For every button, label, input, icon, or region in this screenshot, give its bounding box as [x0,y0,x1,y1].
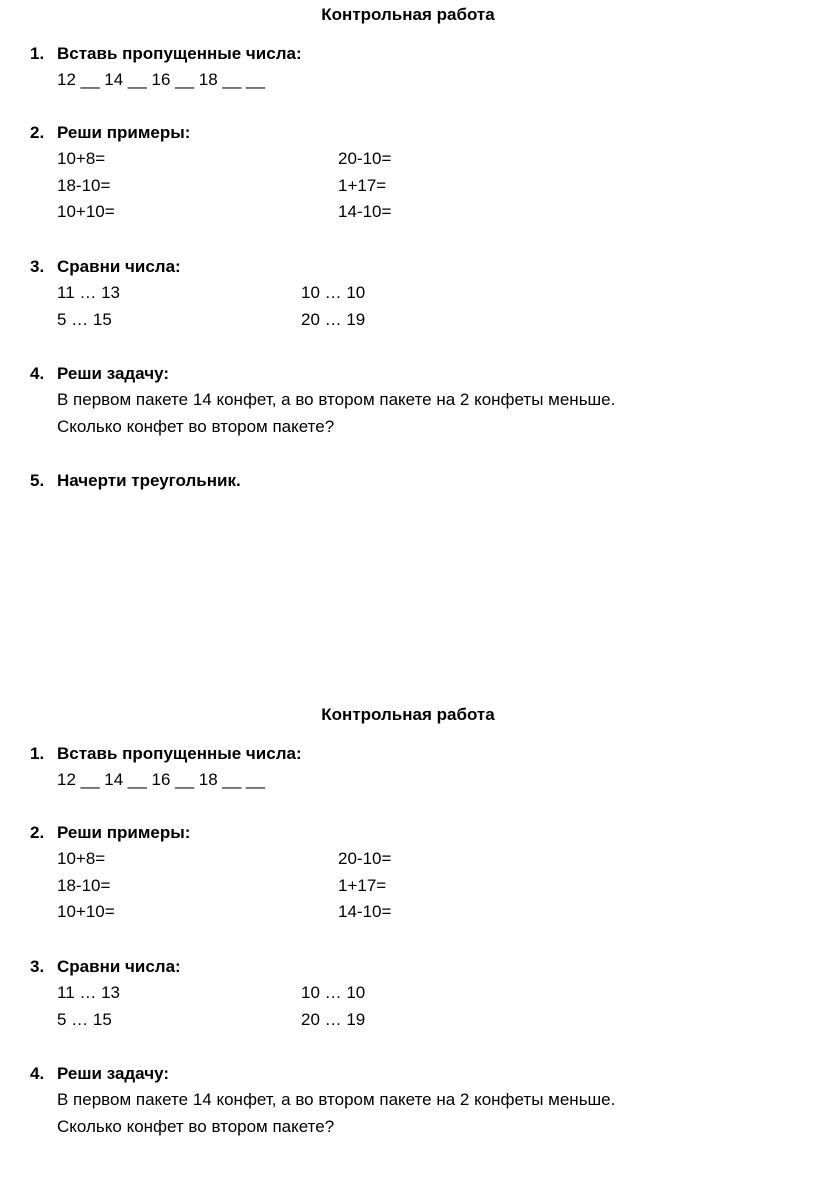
comparison-left: 5 … 15 [57,309,112,329]
number-sequence [30,67,790,94]
task-number: 3. [30,957,45,976]
comparison-right: 10 … 10 [301,283,366,302]
task-3 [30,954,790,1033]
task-3 [30,254,790,333]
task-number: 1. [30,744,45,763]
task-heading [30,954,790,980]
task-1 [30,41,790,94]
task-number: 5. [30,471,45,490]
example-right: 20-10= [338,149,392,168]
comparison-row [30,980,790,1007]
task-number: 1. [30,44,45,63]
comparison-row [30,280,790,307]
example-row [30,146,790,173]
problem-line [30,1114,790,1141]
sequence-text: 12 __ 14 __ 16 __ 18 __ __ [57,70,265,89]
example-right: 14-10= [338,202,392,221]
problem-text: В первом пакете 14 конфет, а во втором пакете на 2 конфеты меньше. [57,390,616,409]
task-heading-text: Сравни числа: [57,957,181,976]
example-left: 10+10= [57,902,115,921]
example-row [30,173,790,200]
example-row [30,899,790,926]
sequence-text: 12 __ 14 __ 16 __ 18 __ __ [57,770,265,789]
worksheet-title: Контрольная работа [321,5,495,24]
comparison-row [30,1007,790,1034]
task-heading-text: Вставь пропущенные числа: [57,44,302,63]
example-right: 20-10= [338,849,392,868]
task-4 [30,361,790,440]
comparison-left: 11 … 13 [57,983,121,1002]
comparison-left: 5 … 15 [57,1009,112,1029]
task-heading [30,361,790,387]
task-heading-text: Реши задачу: [57,1064,169,1083]
problem-line [30,414,790,441]
task-heading-text: Сравни числа: [57,257,181,276]
problem-line [30,387,790,414]
task-heading [30,254,790,280]
task-number: 4. [30,1064,45,1083]
comparison-right: 20 … 19 [301,1009,366,1029]
example-row [30,199,790,226]
task-heading [30,468,790,494]
example-left: 10+10= [57,202,115,221]
task-number: 2. [30,823,45,842]
comparison-right: 20 … 19 [301,309,366,329]
example-row [30,873,790,900]
task-heading [30,41,790,67]
example-left: 18-10= [57,875,111,895]
task-number: 4. [30,364,45,383]
task-number: 2. [30,123,45,142]
task-2 [30,120,790,226]
task-heading-text: Реши примеры: [57,823,191,842]
comparison-row [30,307,790,334]
task-number: 3. [30,257,45,276]
task-2 [30,820,790,926]
task-5 [30,468,790,494]
problem-question: Сколько конфет во втором пакете? [57,1116,335,1136]
example-row [30,846,790,873]
example-left: 10+8= [57,849,106,868]
task-heading [30,820,790,846]
comparison-left: 11 … 13 [57,283,121,302]
example-right: 14-10= [338,902,392,921]
example-right: 1+17= [338,875,387,895]
comparison-right: 10 … 10 [301,983,366,1002]
task-heading [30,120,790,146]
task-heading-text: Вставь пропущенные числа: [57,744,302,763]
example-left: 10+8= [57,149,106,168]
problem-question: Сколько конфет во втором пакете? [57,416,335,436]
task-heading-text: Реши примеры: [57,123,191,142]
task-heading [30,741,790,767]
number-sequence [30,767,790,794]
task-4 [30,1061,790,1140]
problem-line [30,1087,790,1114]
worksheet-title: Контрольная работа [321,705,495,724]
task-heading-text: Начерти треугольник. [57,471,241,490]
task-heading [30,1061,790,1087]
task-heading-text: Реши задачу: [57,364,169,383]
example-right: 1+17= [338,175,387,195]
task-1 [30,741,790,794]
problem-text: В первом пакете 14 конфет, а во втором пакете на 2 конфеты меньше. [57,1090,616,1109]
example-left: 18-10= [57,175,111,195]
